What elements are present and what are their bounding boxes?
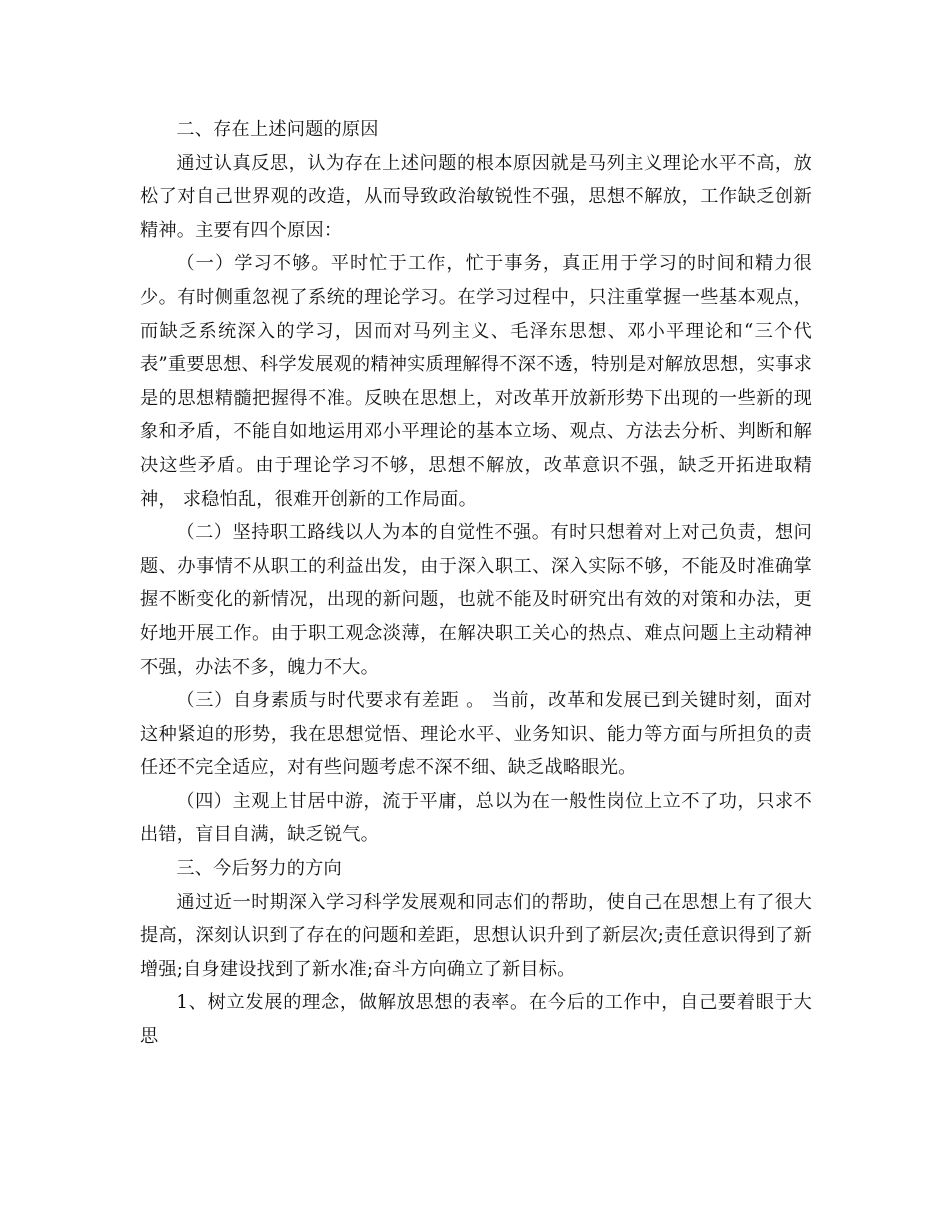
paragraph-direction-1: 1、树立发展的理念，做解放思想的表率。在今后的工作中，自己要着眼于大思 [140,992,812,1048]
paragraph-direction-summary: 通过近一时期深入学习科学发展观和同志们的帮助，使自己在思想上有了很大提高，深刻认识到了存在的问题和差距，思想认识升到了新层次;责任意识得到了新增强;自身建设找到了新水准;奋斗方向确立了新目标。 [140,891,812,980]
document-body [140,113,812,1054]
paragraph-cause-2: （二）坚持职工路线以人为本的自觉性不强。有时只想着对上对己负责，想问题、办事情不从职工的利益出发，由于深入职工、深入实际不够，不能及时准确掌握不断变化的新情况，出现的新问题，也就不能及时研究出有效的对策和办法，更好地开展工作。由于职工观念淡薄，在解决职工关心的热点、难点问题上主动精神不强，办法不多，魄力不大。 [140,522,812,678]
paragraph-causes-summary: 通过认真反思，认为存在上述问题的根本原因就是马列主义理论水平不高，放松了对自己世界观的改造，从而导致政治敏锐性不强，思想不解放，工作缺乏创新精神。主要有四个原因： [140,152,812,241]
paragraph-cause-3: （三）自身素质与时代要求有差距 。 当前，改革和发展已到关键时刻，面对这种紧迫的形势，我在思想觉悟、理论水平、业务知识、能力等方面与所担负的责任还不完全适应，对有些问题考虑不深不细、缺乏战略眼光。 [140,690,812,779]
section-heading-direction: 三、今后努力的方向 [176,858,342,880]
section-heading-causes: 二、存在上述问题的原因 [176,119,379,140]
paragraph-cause-4: （四）主观上甘居中游，流于平庸，总以为在一般性岗位上立不了功，只求不出错，盲目自满，缺乏锐气。 [140,790,812,846]
paragraph-cause-1: （一）学习不够。平时忙于工作，忙于事务，真正用于学习的时间和精力很少。有时侧重忽视了系统的理论学习。在学习过程中，只注重掌握一些基本观点，而缺乏系统深入的学习，因而对马列主义、毛泽东思想、邓小平理论和“三个代表”重要思想、科学发展观的精神实质理解得不深不透，特别是对解放思想，实事求是的思想精髓把握得不准。反映在思想上，对改革开放新形势下出现的一些新的现象和矛盾，不能自如地运用邓小平理论的基本立场、观点、方法去分析、判断和解决这些矛盾。由于理论学习不够，思想不解放，改革意识不强，缺乏开拓进取精神， 求稳怕乱，很难开创新的工作局面。 [140,253,812,510]
